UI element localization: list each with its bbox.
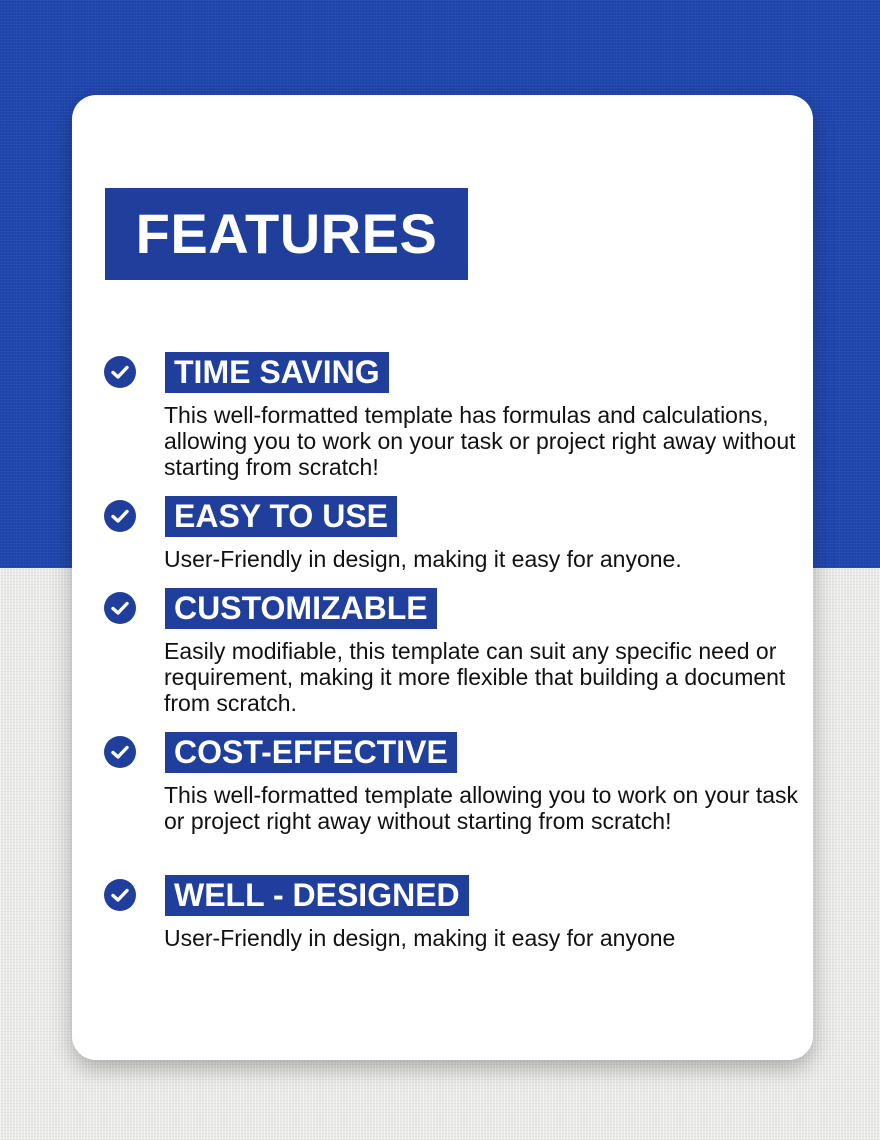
check-circle-icon [104, 592, 136, 624]
check-circle-icon [104, 500, 136, 532]
feature-heading: COST-EFFECTIVE [165, 732, 457, 773]
feature-description: Easily modifiable, this template can suit any specific need or requirement, making it more flexible that building a document from scratch. [164, 638, 786, 716]
page-title: FEATURES [135, 202, 438, 265]
feature-heading: EASY TO USE [165, 496, 397, 537]
feature-description: User-Friendly in design, making it easy for anyone. [164, 546, 682, 572]
feature-description: This well-formatted template has formulas and calculations, allowing you to work on your task or project right away without starting from scratch! [164, 402, 796, 480]
feature-description: This well-formatted template allowing you to work on your task or project right away without starting from scratch! [164, 782, 799, 834]
check-circle-icon [104, 736, 136, 768]
check-circle-icon [104, 879, 136, 911]
feature-heading: CUSTOMIZABLE [165, 588, 437, 629]
feature-heading: WELL - DESIGNED [165, 875, 469, 916]
features-card [72, 95, 813, 1060]
title-banner [105, 188, 468, 280]
check-circle-icon [104, 356, 136, 388]
feature-heading: TIME SAVING [165, 352, 389, 393]
feature-description: User-Friendly in design, making it easy for anyone [164, 925, 676, 951]
